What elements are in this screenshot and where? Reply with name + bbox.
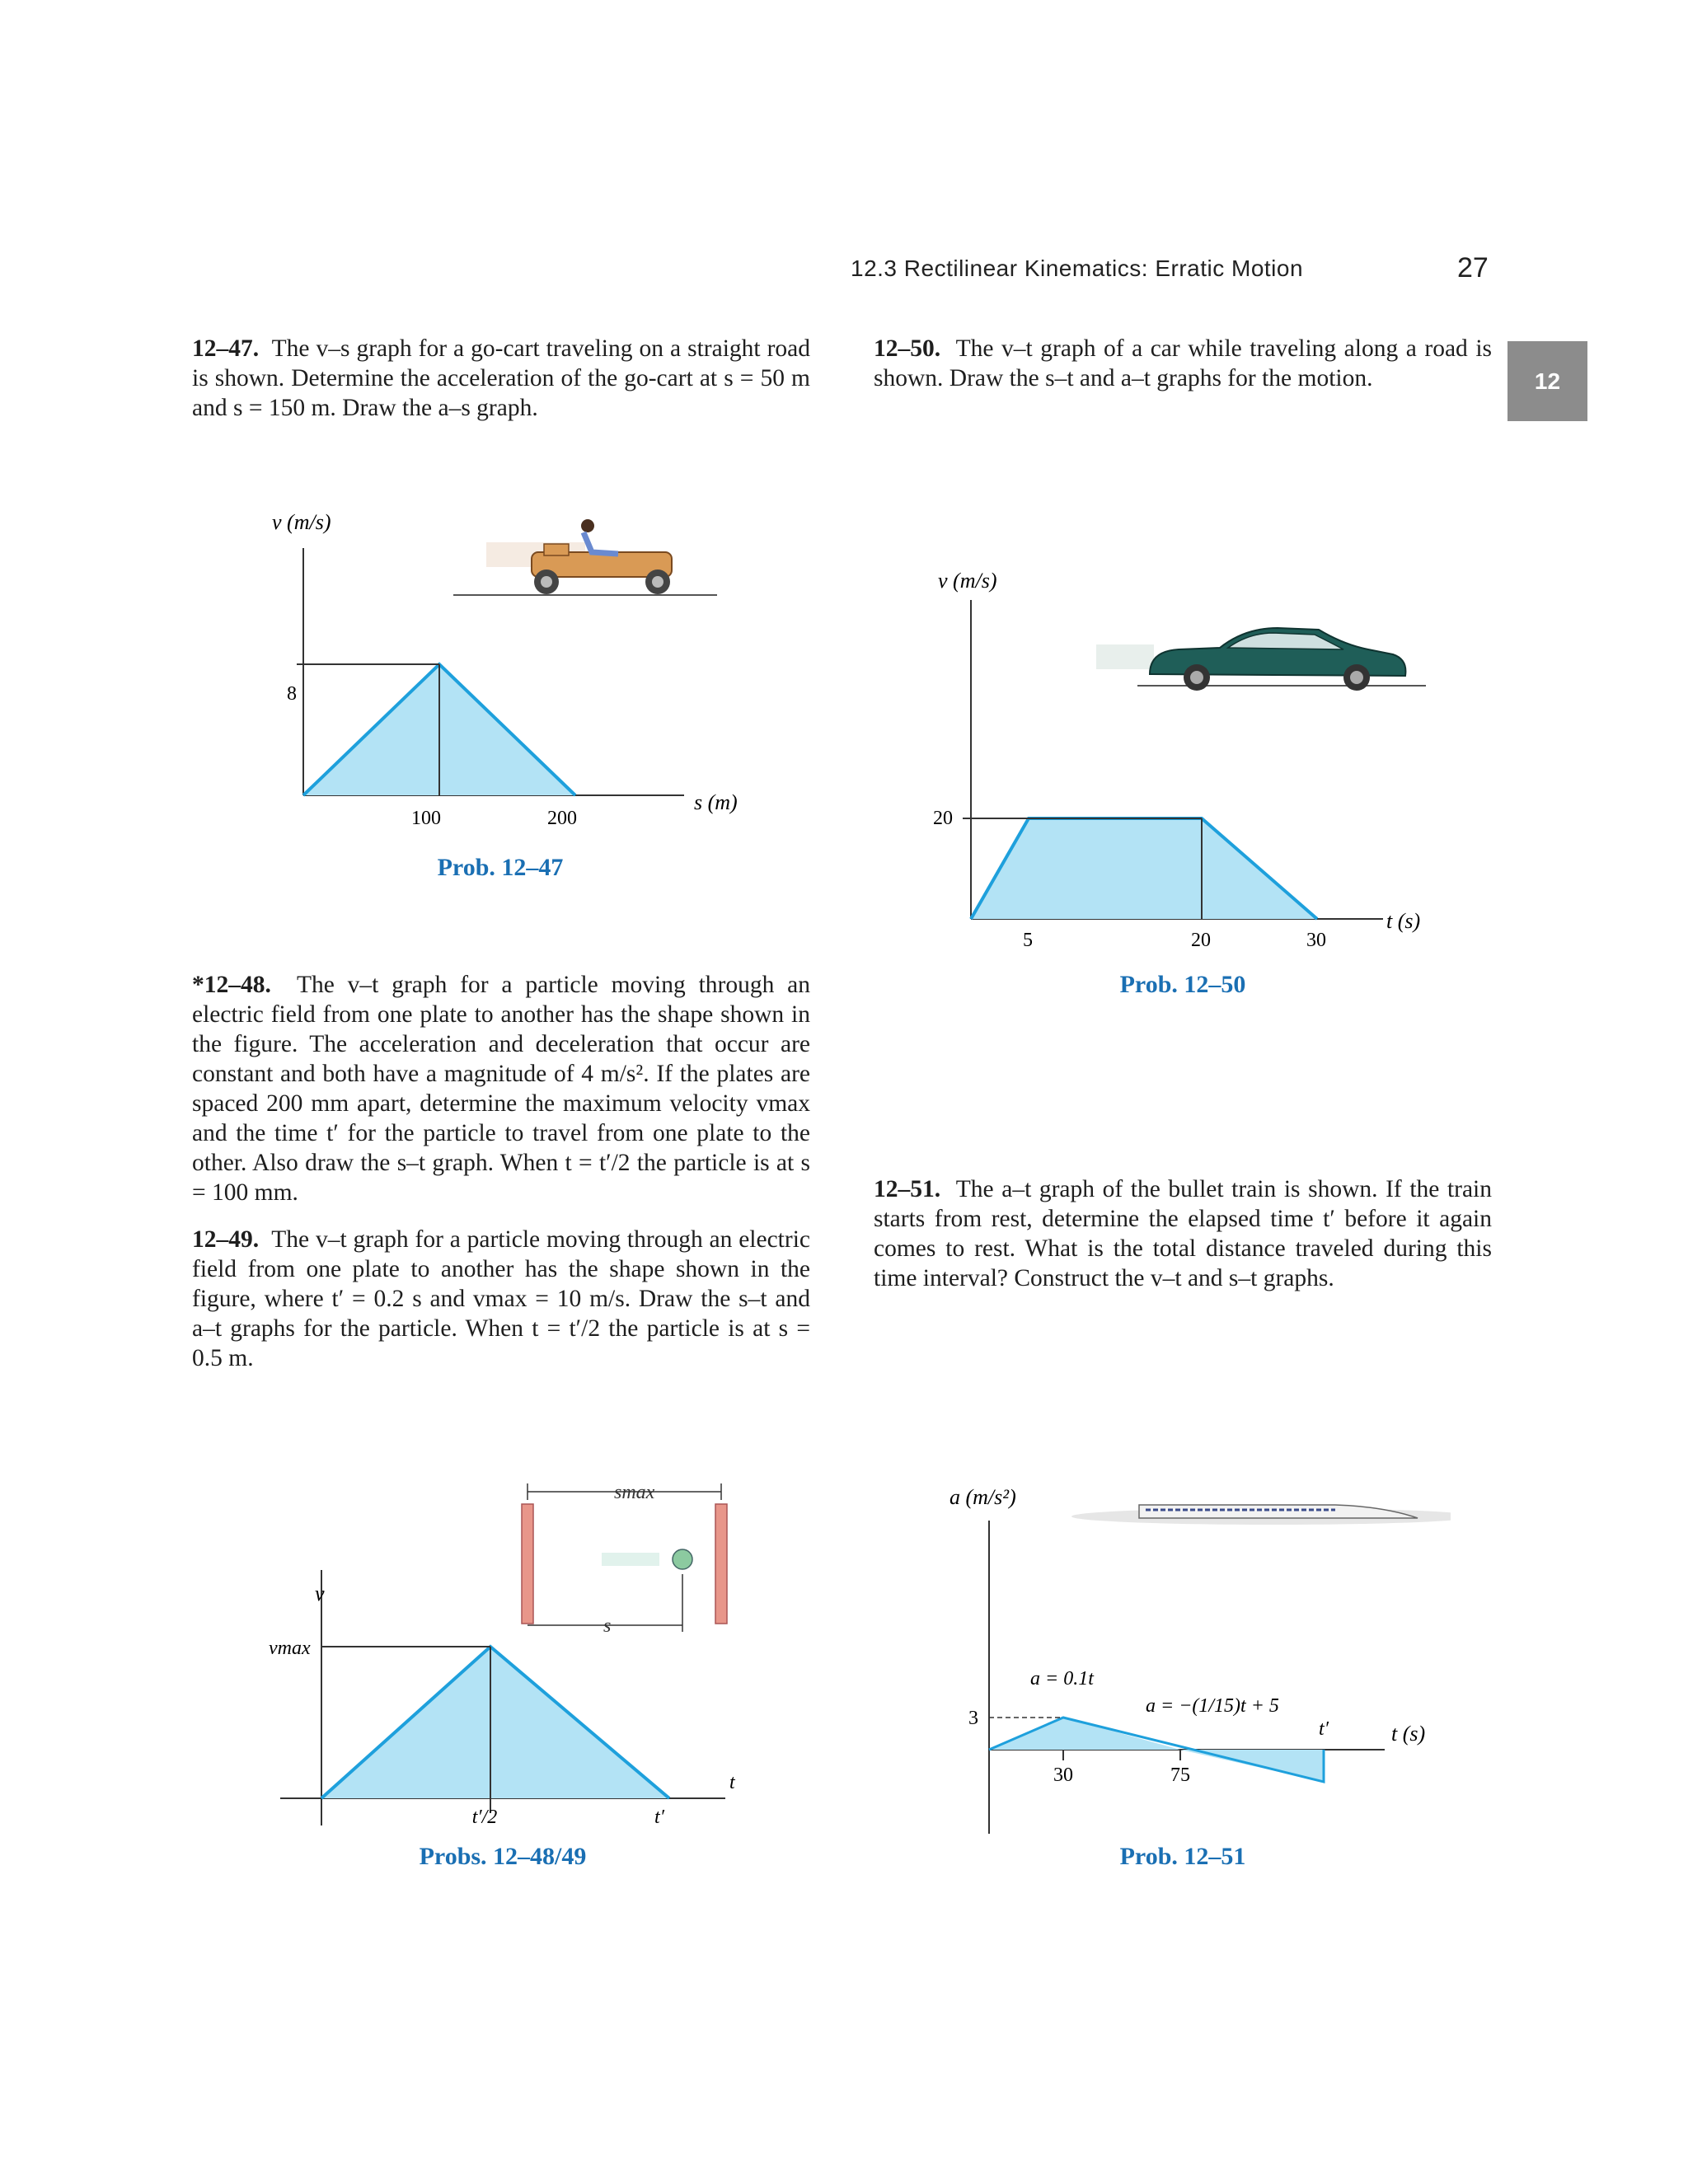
problem-text: The v–t graph for a particle moving through an electric field from one plate to another has the shape shown in the figure. The acceleration and deceleration that occur are constant and both have a magnitude of 4 m/s². If the plates are spaced 200 mm apart, determine the maximum velocity vmax and the time t′ for the particle to travel from one plate to the other. Also draw the s–t graph. When t = t′/2 the particle is at s = 100 mm. xyxy=(192,972,811,1206)
problem-number: 12–49. xyxy=(192,1226,260,1253)
x-tick-label: 200 xyxy=(547,808,577,829)
figure-12-50 xyxy=(931,569,1442,1014)
y-axis-label: a (m/s²) xyxy=(950,1485,1016,1509)
x-tick-label: t′ xyxy=(654,1807,664,1828)
figure-caption: Prob. 12–50 xyxy=(1119,971,1246,998)
equation-label: a = 0.1t xyxy=(1030,1668,1094,1690)
problem-number: 12–47. xyxy=(192,335,260,362)
figure-caption: Prob. 12–51 xyxy=(1119,1843,1246,1870)
x-tick-label: 30 xyxy=(1053,1765,1073,1786)
y-axis-label: v (m/s) xyxy=(272,511,331,534)
s-label: s xyxy=(603,1615,612,1637)
vt-graph xyxy=(269,1570,736,1828)
car-illustration xyxy=(1096,628,1426,691)
problem-12-50 xyxy=(874,334,1492,393)
figure-caption: Probs. 12–48/49 xyxy=(419,1843,587,1870)
page-number: 27 xyxy=(1457,252,1489,284)
x-axis-label: t (s) xyxy=(1386,909,1421,933)
y-tick-label: 8 xyxy=(287,683,297,705)
figure-12-47 xyxy=(256,511,767,898)
problem-number: *12–48. xyxy=(192,972,271,998)
go-cart-illustration xyxy=(453,519,717,595)
y-tick-label: 20 xyxy=(933,808,953,829)
x-tick-label: 100 xyxy=(411,808,441,829)
vt-area xyxy=(321,1647,669,1798)
x-axis-label: t (s) xyxy=(1391,1722,1426,1746)
y-tick-label: 3 xyxy=(968,1708,978,1729)
x-tick-label: 5 xyxy=(1023,930,1033,951)
x-tick-label: t′ xyxy=(1319,1718,1329,1740)
problem-text: The a–t graph of the bullet train is shown. If the train starts from rest, determine the elapsed time t′ before it again comes to rest. What is the total distance traveled during this time interval? Construct the v–t and s–t graphs. xyxy=(874,1176,1493,1291)
vt-area xyxy=(971,818,1317,919)
problem-12-51 xyxy=(874,1174,1492,1293)
train-illustration xyxy=(1071,1505,1451,1525)
x-tick-label: t′/2 xyxy=(471,1807,498,1828)
problem-number: 12–51. xyxy=(874,1176,941,1202)
x-tick-label: 75 xyxy=(1170,1765,1190,1786)
vt-graph xyxy=(933,569,1420,951)
problem-12-47 xyxy=(192,334,810,423)
figure-12-51 xyxy=(940,1467,1451,1879)
problem-12-48 xyxy=(192,970,810,1207)
y-axis-label: v xyxy=(315,1582,325,1605)
problem-text: The v–t graph for a particle moving through an electric field from one plate to another has the shape shown in the figure, where t′ = 0.2 s and vmax = 10 m/s. Draw the s–t and a–t graphs for the particle. When t = t′/2 the particle is at s = 0.5 m. xyxy=(192,1226,810,1371)
x-tick-label: 20 xyxy=(1191,930,1211,951)
x-tick-label: 30 xyxy=(1306,930,1326,951)
problem-number: 12–50. xyxy=(874,335,941,362)
x-axis-label: t xyxy=(729,1772,735,1793)
at-graph xyxy=(950,1485,1425,1834)
y-tick-label: vmax xyxy=(269,1638,311,1659)
section-title: 12.3 Rectilinear Kinematics: Erratic Motion xyxy=(851,255,1304,281)
problem-text: The v–s graph for a go-cart traveling on a straight road is shown. Determine the acceleration of the go-cart at s = 50 m and s = 150 m. Draw the a–s graph. xyxy=(192,335,810,421)
problem-text: The v–t graph of a car while traveling along a road is shown. Draw the s–t and a–t graphs for the motion. xyxy=(874,335,1492,391)
figure-caption: Prob. 12–47 xyxy=(437,854,564,881)
y-axis-label: v (m/s) xyxy=(938,569,997,593)
problem-12-49 xyxy=(192,1225,810,1373)
x-axis-label: s (m) xyxy=(694,790,738,814)
chapter-tab: 12 xyxy=(1507,341,1587,421)
smax-label: smax xyxy=(614,1482,655,1503)
running-header xyxy=(851,255,1510,282)
plates-diagram xyxy=(522,1482,727,1637)
figure-12-48-49 xyxy=(264,1467,775,1879)
equation-label: a = −(1/15)t + 5 xyxy=(1146,1695,1279,1717)
